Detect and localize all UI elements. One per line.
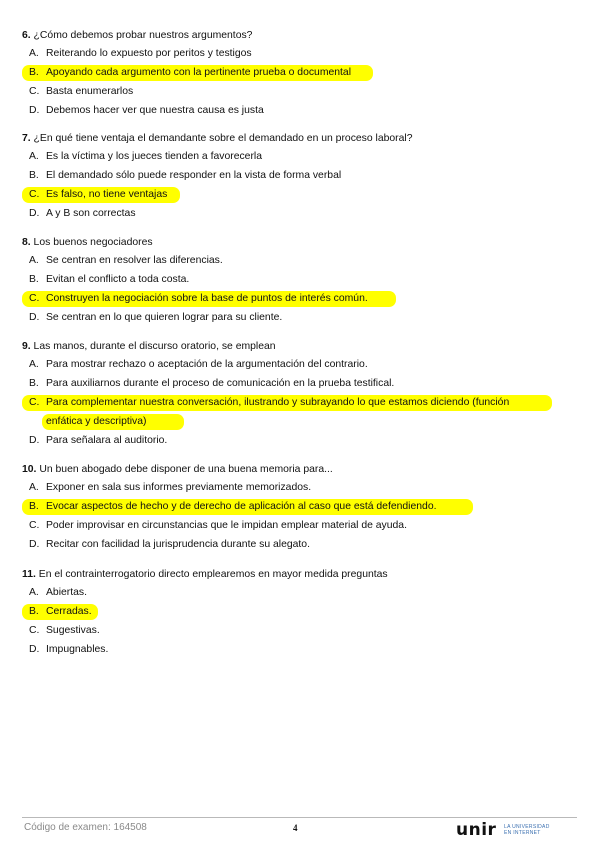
option-letter: B. [29,605,39,617]
question-number: 9. [22,341,31,352]
option-text-continued: enfática y descriptiva) [46,415,147,427]
option-c [22,186,582,205]
option-text: Basta enumerarlos [46,85,134,97]
question-title [22,27,582,45]
option-c [22,394,582,413]
option-text: Impugnables. [46,643,109,655]
option-text: Sugestivas. [46,624,100,636]
option-d [22,205,582,224]
option-text: Debemos hacer ver que nuestra causa es justa [46,104,264,116]
option-letter: B. [29,273,39,285]
option-text: Evitan el conflicto a toda costa. [46,273,190,285]
question-number: 10. [22,464,37,475]
option-b [22,271,582,290]
question-text: ¿Cómo debemos probar nuestros argumentos? [30,30,253,41]
option-text: Se centran en lo que quieren lograr para su cliente. [46,311,283,323]
option-letter: A. [29,359,39,370]
option-a [22,148,582,167]
question-text: Las manos, durante el discurso oratorio, se emplean [30,341,276,352]
logo-mark: unir [456,820,497,840]
option-letter: D. [29,311,40,323]
option-a [22,45,582,64]
question-10 [22,461,582,555]
option-b [22,64,582,83]
option-text: Se centran en resolver las diferencias. [46,255,223,266]
option-a [22,356,582,375]
question-number: 8. [22,237,31,248]
option-b [22,603,582,622]
option-c [22,83,582,102]
option-text: Para auxiliarnos durante el proceso de comunicación en la prueba testifical. [46,377,395,389]
question-text: ¿En qué tiene ventaja el demandante sobre el demandado en un proceso laboral? [30,133,413,144]
option-c [22,622,582,641]
option-letter: B. [29,377,39,389]
option-d [22,641,582,660]
question-7 [22,130,582,224]
option-letter: B. [29,500,39,512]
question-8 [22,234,582,328]
option-letter: C. [29,624,40,636]
option-text: Recitar con facilidad la jurisprudencia durante su alegato. [46,538,310,550]
option-letter: A. [29,587,39,598]
question-title [22,461,582,479]
option-text: Para complementar nuestra conversación, ilustrando y subrayando lo que estamos diciendo (función [46,396,510,408]
option-letter: A. [29,151,39,162]
option-text: Apoyando cada argumento con la pertinente prueba o documental [46,66,352,78]
option-b [22,167,582,186]
option-letter: C. [29,396,40,408]
option-letter: D. [29,104,40,116]
question-number: 11. [22,569,36,580]
option-text: Para mostrar rechazo o aceptación de la argumentación del contrario. [46,359,368,370]
question-title [22,338,582,356]
option-letter: B. [29,66,39,78]
logo-tagline [504,824,550,836]
option-letter: D. [29,538,40,550]
option-letter: A. [29,482,39,493]
option-text: Abiertas. [46,587,88,598]
logo-tagline-line2: EN INTERNET [504,830,541,836]
option-c [22,290,582,309]
option-letter: A. [29,48,39,59]
footer-divider [22,817,577,818]
question-title [22,566,582,584]
option-d [22,432,582,451]
option-d [22,309,582,328]
option-text: Exponer en sala sus informes previamente memorizados. [46,482,312,493]
question-9 [22,338,582,451]
option-text: Para señalara al auditorio. [46,434,168,446]
question-text: En el contrainterrogatorio directo emplearemos en mayor medida preguntas [35,569,388,580]
unir-logo [456,819,556,841]
option-letter: B. [29,169,39,181]
option-b [22,375,582,394]
option-a [22,584,582,603]
option-letter: A. [29,255,39,266]
option-letter: C. [29,519,40,531]
question-6 [22,27,582,121]
option-text: A y B son correctas [46,207,136,219]
option-text: Es falso, no tiene ventajas [46,188,168,200]
option-text: Cerradas. [46,605,92,617]
page-number: 4 [293,823,298,833]
option-text: Evocar aspectos de hecho y de derecho de aplicación al caso que está defendiendo. [46,500,437,512]
question-number: 7. [22,133,31,144]
option-letter: D. [29,434,40,446]
option-text: Poder improvisar en circunstancias que le impidan emplear material de ayuda. [46,519,407,531]
question-11 [22,566,582,660]
exam-code: Código de examen: 164508 [24,822,147,833]
option-text: Reiterando lo expuesto por peritos y testigos [46,48,252,59]
option-letter: C. [29,292,40,304]
option-text: Es la víctima y los jueces tienden a favorecerla [46,151,262,162]
option-a [22,479,582,498]
option-b [22,498,582,517]
option-c-continuation [22,413,582,432]
option-text: Construyen la negociación sobre la base de puntos de interés común. [46,292,368,304]
option-letter: D. [29,643,40,655]
option-letter: C. [29,188,40,200]
question-text: Los buenos negociadores [30,237,153,248]
option-a [22,252,582,271]
option-text: El demandado sólo puede responder en la vista de forma verbal [46,169,342,181]
question-text: Un buen abogado debe disponer de una buena memoria para... [36,464,333,475]
question-title [22,234,582,252]
option-letter: C. [29,85,40,97]
question-title [22,130,582,148]
option-letter: D. [29,207,40,219]
option-c [22,517,582,536]
option-d [22,102,582,121]
logo-tagline-line1: LA UNIVERSIDAD [504,824,550,830]
option-d [22,536,582,555]
question-number: 6. [22,30,31,41]
